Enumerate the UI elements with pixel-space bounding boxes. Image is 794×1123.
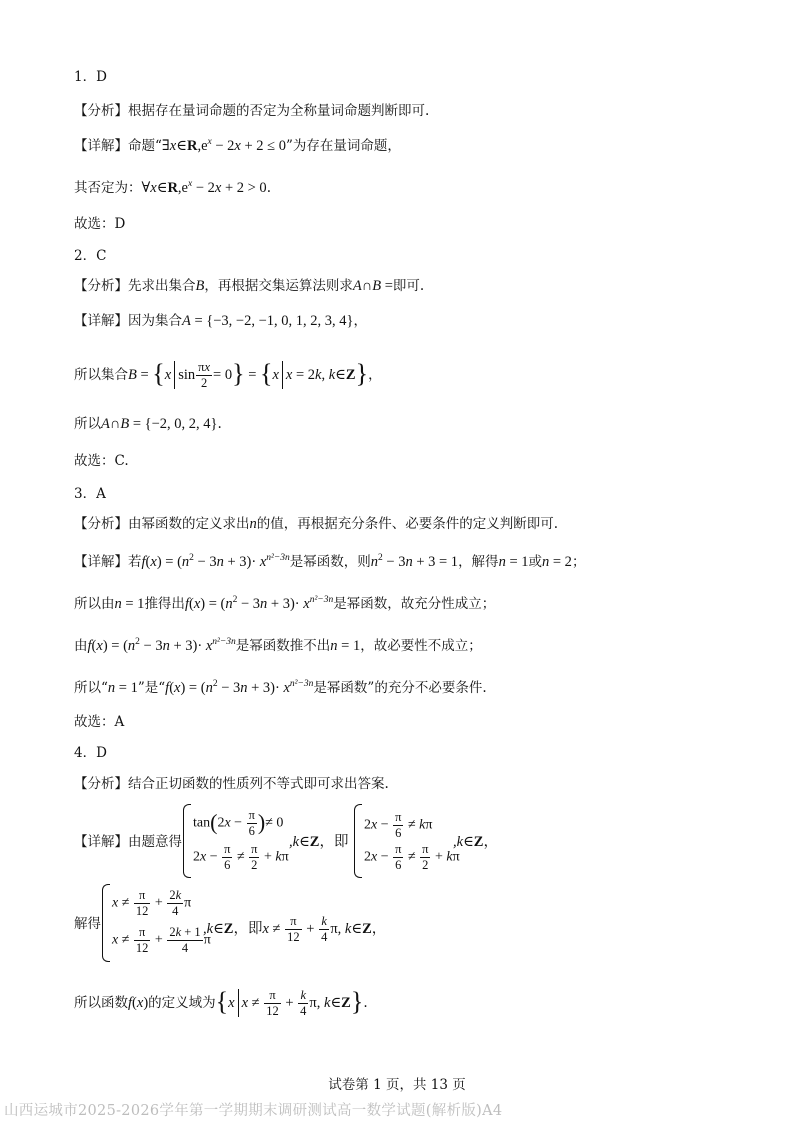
q4-system-3: x ≠ $\frac{\pi}{12}$ + $\frac{2k}{4}$ π x ≠ $\frac{\pi}{12}$ + $\frac{2k + 1}{4}$ π (102, 884, 202, 960)
q1-negation: 其否定为：$\forall x\in R,e^x - 2x + 2 > 0$. (74, 179, 271, 196)
q4-solve-result: ,k∈Z，即x ≠ $\frac{\pi}{12}$ + $\frac{k}{4}$ π, k∈Z， (203, 914, 387, 944)
q2-set-b-math: B = {x sin $\frac{\pi x}{2}$ = 0} = {x x = 2k, k∈Z} (128, 358, 369, 390)
q4-number: 4．D (74, 745, 107, 761)
q4-domain-math: {x x ≠ $\frac{\pi}{12}$ + $\frac{k}{4}$ π, k∈Z} (215, 986, 364, 1018)
q1-detail: 【详解】命题“$\exists x\in R,e^x - 2x + 2 \le 0$”为存在量词命题， (74, 137, 401, 154)
q2-set-a: 【详解】因为集合A = {−3, −2, −1, 0, 1, 2, 3, 4}， (74, 313, 367, 329)
q4-detail-label: 【详解】由题意得 (74, 834, 182, 850)
q3-number: 3．A (74, 486, 106, 502)
watermark: 山西运城市2025-2026学年第一学期期末调研测试高一数学试题(解析版)A4 (4, 1103, 503, 1119)
page-footer: 试卷第 1 页，共 13 页 (328, 1077, 466, 1093)
q1-analysis: 【分析】根据存在量词命题的否定为全称量词命题判断即可. (74, 103, 430, 119)
q4-domain: 所以函数f(x)的定义域为{x x ≠ $\frac{\pi}{12}$ + $\frac{k}{4}$ π, k∈Z}. (74, 986, 368, 1018)
q3-answer: 故选：A (74, 714, 125, 730)
q2-intersection-math: A∩B = {−2, 0, 2, 4} (101, 416, 218, 432)
q1-statement-math: $\exists x\in R,e^x - 2x + 2 \le 0$ (161, 137, 286, 154)
q2-set-a-math: A = {−3, −2, −1, 0, 1, 2, 3, 4} (182, 313, 354, 329)
q1-answer: 故选：D (74, 216, 126, 232)
q1-negation-math: $\forall x\in R,e^x - 2x + 2 > 0$ (141, 179, 267, 196)
q3-sufficiency: 所以由n = 1推得出$f(x) = (n^2 - 3n + 3)\cdot x^{n^2-3n}$是幂函数，故充分性成立； (74, 595, 496, 612)
q4-system-1: tan(2x − $\frac{\pi}{6}$ )≠ 0 2x − $\frac{\pi}{6}$ ≠ $\frac{\pi}{2}$ + kπ (183, 804, 293, 876)
q2-number: 2．C (74, 248, 107, 264)
q2-answer: 故选：C. (74, 453, 129, 469)
q4-solve-label: 解得 (74, 916, 101, 932)
q4-kz-1: ,k∈Z，即 (289, 834, 349, 850)
q3-conclusion: 所以“n = 1”是“$f(x) = (n^2 - 3n + 3)\cdot x^{n^2-3n}$是幂函数”的充分不必要条件. (74, 679, 487, 696)
q3-function-math: $f(x) = (n^2 - 3n + 3)\cdot x^{n^2-3n}$ (141, 553, 290, 570)
q2-analysis: 【分析】先求出集合B，再根据交集运算法则求A∩B =即可. (74, 278, 425, 294)
q3-necessity: 由$f(x) = (n^2 - 3n + 3)\cdot x^{n^2-3n}$是幂函数推不出n = 1，故必要性不成立； (74, 637, 482, 654)
q2-intersection: 所以A∩B = {−2, 0, 2, 4}. (74, 416, 222, 432)
q4-analysis: 【分析】结合正切函数的性质列不等式即可求出答案. (74, 776, 389, 792)
q4-kz-2: ,k∈Z， (453, 834, 498, 850)
q1-number: 1．D (74, 69, 107, 85)
q3-analysis: 【分析】由幂函数的定义求出n的值，再根据充分条件、必要条件的定义判断即可. (74, 516, 559, 532)
q3-detail: 【详解】若$f(x) = (n^2 - 3n + 3)\cdot x^{n^2-3n}$是幂函数，则$n^2 - 3n + 3 = 1$，解得n = 1或n = 2； (74, 553, 586, 570)
q4-system-2: 2x − $\frac{\pi}{6}$ ≠ kπ 2x − $\frac{\pi}{6}$ ≠ $\frac{\pi}{2}$ + kπ (354, 804, 454, 876)
q2-set-b: 所以集合B = {x sin $\frac{\pi x}{2}$ = 0} = {x x = 2k, k∈Z}， (74, 358, 382, 390)
